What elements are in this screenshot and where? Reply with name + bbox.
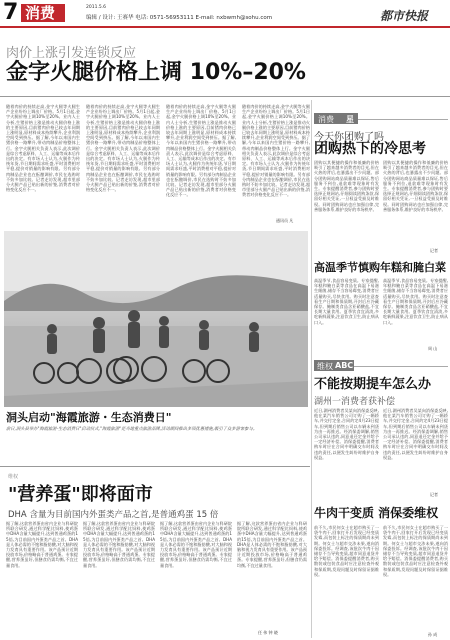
promo-col-1: 团购以其便捷的操作和低廉的价格吸引了越来越多消费者的目光,但在火热的背后,也暴露出不少问题。部分团购网站商品质量难以保证,售后服务不到位,退款难等现象时有发生。专家提醒消费者,参与团购时要选择正规网站,仔细阅读团购条款,保留好相关凭证,一旦权益受损及时维权。同时团购网站也应加强自律,完善服务体系,维护良好的市场秩序。 <box>314 160 379 212</box>
rights-byline: 记者 <box>430 492 438 497</box>
bottom-left-headline: "营养蛋"即将面市 <box>8 484 153 505</box>
column-divider <box>311 100 312 638</box>
section-label: 消费 <box>25 4 56 22</box>
top-rule <box>0 26 450 28</box>
editor-line: 编辑 / 设计: 王赛华 电话: 0571-56953111 E-mail: nxbwmh@sohu.com <box>86 15 273 21</box>
rights-subhead: 湖州一消费者获补偿 <box>314 397 396 407</box>
bottom-left-rule <box>0 466 310 467</box>
bottom-right-headline: 牛肉干变质 消保委维权 <box>314 506 439 520</box>
bottom-left-byline: 任 伟 钟 晓 <box>258 630 278 635</box>
rights-col-2: 近日,湖州消费者吴某向消保委反映,他在某汽车销售公司订购了一辆轿车,并交付定金,合同约定4月23日提车,但到期后销售公司以车辆未到货为由一再推迟。经消保委调解,销售公司承认违约,同意退还定金并给予一定经济补偿。消保委提醒,消费者购车时应在合同中明确交车时间及违约责任,以便发生纠纷时维护自身权益。 <box>383 408 448 460</box>
promo-col-2: 团购以其便捷的操作和低廉的价格吸引了越来越多消费者的目光,但在火热的背后,也暴露出不少问题。部分团购网站商品质量难以保证,售后服务不到位,退款难等现象时有发生。专家提醒消费者,参与团购时要选择正规网站,仔细阅读团购条款,保留好相关凭证,一旦权益受损及时维权。同时团购网站也应加强自律,完善服务体系,维护良好的市场秩序。 <box>383 160 448 212</box>
lead-kicker: 肉价上涨引发连锁反应 <box>6 46 137 61</box>
bottom-right-byline: 孙 成 <box>428 632 438 637</box>
bottom-left-col-2: 据了解,这款营养蛋由省内企业与科研院所联合研发,通过科学配比饲料,使鸡蛋中DHA含量大幅提升,达到普通鸡蛋的15倍,为目前国内外蛋类产品之首。DHA是人体必需的不饱和脂肪酸,对大脑和视力发育具有重要作用。该产品预计近期投放市场,价格略高于普通鸡蛋。专家提醒,营养蛋虽好,但膳食仍需均衡,不宜过量食用。 <box>83 521 155 568</box>
promo-tag-rule <box>358 119 448 120</box>
rights-tag-sub: ABC <box>335 361 354 370</box>
photo-svg <box>4 231 308 407</box>
middle-body <box>314 278 448 348</box>
bottom-right-body <box>314 525 448 637</box>
bottom-left-body <box>6 521 308 637</box>
lead-headline: 金字火腿价格上调 10%–20% <box>6 60 306 85</box>
lead-body <box>6 104 311 226</box>
issue-date: 2011.5.6 <box>86 5 107 10</box>
bottom-left-col-4: 据了解,这款营养蛋由省内企业与科研院所联合研发,通过科学配比饲料,使鸡蛋中DHA含量大幅提升,达到普通鸡蛋的15倍,为目前国内外蛋类产品之首。DHA是人体必需的不饱和脂肪酸,对大脑和视力发育具有重要作用。该产品预计近期投放市场,价格略高于普通鸡蛋。专家提醒,营养蛋虽好,但膳食仍需均衡,不宜过量食用。 <box>237 521 307 568</box>
rights-body <box>314 408 448 496</box>
rights-tag-label: 维权 <box>317 362 333 371</box>
middle-col-1: 高温季节,食品容易变质。专家提醒,年糕和腌白菜等食品在高温下易滋生细菌,储存不当容易霉变,消费者应适量购买,尽快食用。购买时注意查看生产日期和保质期,开封后应冷藏保存。腌制类食品含亚硝酸盐,不宜长期大量食用。夏季饮食宜清淡,多吃新鲜蔬果,注意饮食卫生,防止病从口入。 <box>314 278 379 325</box>
bottom-left-col-3: 据了解,这款营养蛋由省内企业与科研院所联合研发,通过科学配比饲料,使鸡蛋中DHA含量大幅提升,达到普通鸡蛋的15倍,为目前国内外蛋类产品之首。DHA是人体必需的不饱和脂肪酸,对大脑和视力发育具有重要作用。该产品预计近期投放市场,价格略高于普通鸡蛋。专家提醒,营养蛋虽好,但膳食仍需均衡,不宜过量食用。 <box>160 521 232 568</box>
middle-headline: 高温季节慎购年糕和腌白菜 <box>314 261 446 274</box>
photo-caption-title: 洞头启动"海霞旅游・生态消费日" <box>6 411 172 424</box>
promo-tag-sub: 星 <box>346 115 354 124</box>
bottom-right-col-2: 前不久,市民何女士在超市购买了一袋牛肉干,回家打开后发现已经变质发霉,而包装上标注的保质期尚未到期。何女士与超市交涉未果,遂向消保委投诉。经调查,该批次牛肉干因储存不当导致变质,超市同意退货并给予赔偿。消保委提醒消费者,购买散装或包装食品时应注意检查外观和保质期,发现问题及时保留证据维权。 <box>383 525 448 577</box>
page-number: 7 <box>3 0 19 25</box>
lead-col-2: 随着肉价的持续走高,金字火腿等火腿生产企业纷纷上调出厂价格。5月1日起,金字火腿价格上调10%至20%。业内人士分析,生猪价格上涨是推动火腿价格上涨的主要原因,目前猪肉价格已较去年同期上涨明显,原材料成本持续攀升,企业利润空间受到挤压。据了解,今年以来国内生猪价格一路攀升,带动肉制品价格整体上行。金字火腿相关负责人表示,此次调价是综合考虑原料、人工、运输等成本后作出的决定。有市场人士认为,火腿作为传统年货,节日期间需求旺盛,平时消费相对平稳,提价对销量的影响有限。另有部分肉制品企业也在酝酿调价,市民在选购时不妨多加比较。记者走访发现,超市里部分火腿产品已贴出新的价签,消费者对价格变化反应不一。 <box>86 104 160 193</box>
bottom-left-col-1: 据了解,这款营养蛋由省内企业与科研院所联合研发,通过科学配比饲料,使鸡蛋中DHA含量大幅提升,达到普通鸡蛋的15倍,为目前国内外蛋类产品之首。DHA是人体必需的不饱和脂肪酸,对大脑和视力发育具有重要作用。该产品预计近期投放市场,价格略高于普通鸡蛋。专家提醒,营养蛋虽好,但膳食仍需均衡,不宜过量食用。 <box>6 521 78 568</box>
middle-byline: 周 山 <box>428 346 438 351</box>
rights-tag-rule <box>354 366 448 367</box>
rights-col-1: 近日,湖州消费者吴某向消保委反映,他在某汽车销售公司订购了一辆轿车,并交付定金,合同约定4月23日提车,但到期后销售公司以车辆未到货为由一再推迟。经消保委调解,销售公司承认违约,同意退还定金并给予一定经济补偿。消保委提醒,消费者购车时应在合同中明确交车时间及违约责任,以便发生纠纷时维护自身权益。 <box>314 408 379 460</box>
photo-caption-text: 前日,洞头县举办"海霞旅游·生态消费日"启动仪式,"海霞旅游"是当地重点旅游品牌,活动期间推出多项优惠措施,吸引了众多游客参与。 <box>6 427 258 432</box>
bottom-right-col-1: 前不久,市民何女士在超市购买了一袋牛肉干,回家打开后发现已经变质发霉,而包装上标注的保质期尚未到期。何女士与超市交涉未果,遂向消保委投诉。经调查,该批次牛肉干因储存不当导致变质,超市同意退货并给予赔偿。消保委提醒消费者,购买散装或包装食品时应注意检查外观和保质期,发现问题及时保留证据维权。 <box>314 525 379 577</box>
bottom-left-subhead: DHA 含量为目前国内外蛋类产品之首,是普通鸡蛋 15 倍 <box>8 510 219 520</box>
middle-col-2: 高温季节,食品容易变质。专家提醒,年糕和腌白菜等食品在高温下易滋生细菌,储存不当容易霉变,消费者应适量购买,尽快食用。购买时注意查看生产日期和保质期,开封后应冷藏保存。腌制类食品含亚硝酸盐,不宜长期大量食用。夏季饮食宜清淡,多吃新鲜蔬果,注意饮食卫生,防止病从口入。 <box>383 278 448 325</box>
lead-col-1: 随着肉价的持续走高,金字火腿等火腿生产企业纷纷上调出厂价格。5月1日起,金字火腿价格上调10%至20%。业内人士分析,生猪价格上涨是推动火腿价格上涨的主要原因,目前猪肉价格已较去年同期上涨明显,原材料成本持续攀升,企业利润空间受到挤压。据了解,今年以来国内生猪价格一路攀升,带动肉制品价格整体上行。金字火腿相关负责人表示,此次调价是综合考虑原料、人工、运输等成本后作出的决定。有市场人士认为,火腿作为传统年货,节日期间需求旺盛,平时消费相对平稳,提价对销量的影响有限。另有部分肉制品企业也在酝酿调价,市民在选购时不妨多加比较。记者走访发现,超市里部分火腿产品已贴出新的价签,消费者对价格变化反应不一。 <box>6 104 80 193</box>
lead-col-3: 随着肉价的持续走高,金字火腿等火腿生产企业纷纷上调出厂价格。5月1日起,金字火腿价格上调10%至20%。业内人士分析,生猪价格上涨是推动火腿价格上涨的主要原因,目前猪肉价格已较去年同期上涨明显,原材料成本持续攀升,企业利润空间受到挤压。据了解,今年以来国内生猪价格一路攀升,带动肉制品价格整体上行。金字火腿相关负责人表示,此次调价是综合考虑原料、人工、运输等成本后作出的决定。有市场人士认为,火腿作为传统年货,节日期间需求旺盛,平时消费相对平稳,提价对销量的影响有限。另有部分肉制品企业也在酝酿调价,市民在选购时不妨多加比较。记者走访发现,超市里部分火腿产品已贴出新的价签,消费者对价格变化反应不一。 <box>166 104 236 198</box>
promo-tag-label: 消费 <box>318 115 334 124</box>
promo-headline: 团购热下的冷思考 <box>314 141 426 157</box>
promo-body <box>314 160 448 252</box>
promo-kicker: 今天你团购了吗 <box>314 132 384 143</box>
lead-byline: 通讯员 凡 <box>276 218 294 223</box>
promo-byline: 记者 <box>430 248 438 253</box>
rights-headline: 不能按期提车怎么办 <box>314 377 432 392</box>
masthead-logo: 都市快报 <box>380 9 429 23</box>
lead-col-4: 随着肉价的持续走高,金字火腿等火腿生产企业纷纷上调出厂价格。5月1日起,金字火腿价格上调10%至20%。业内人士分析,生猪价格上涨是推动火腿价格上涨的主要原因,目前猪肉价格已较去年同期上涨明显,原材料成本持续攀升,企业利润空间受到挤压。据了解,今年以来国内生猪价格一路攀升,带动肉制品价格整体上行。金字火腿相关负责人表示,此次调价是综合考虑原料、人工、运输等成本后作出的决定。有市场人士认为,火腿作为传统年货,节日期间需求旺盛,平时消费相对平稳,提价对销量的影响有限。另有部分肉制品企业也在酝酿调价,市民在选购时不妨多加比较。记者走访发现,超市里部分火腿产品已贴出新的价签,消费者对价格变化反应不一。 <box>242 104 310 198</box>
bottom-left-tag: 维权 <box>8 474 19 480</box>
news-photo <box>4 231 308 407</box>
headline-rule <box>0 96 450 97</box>
